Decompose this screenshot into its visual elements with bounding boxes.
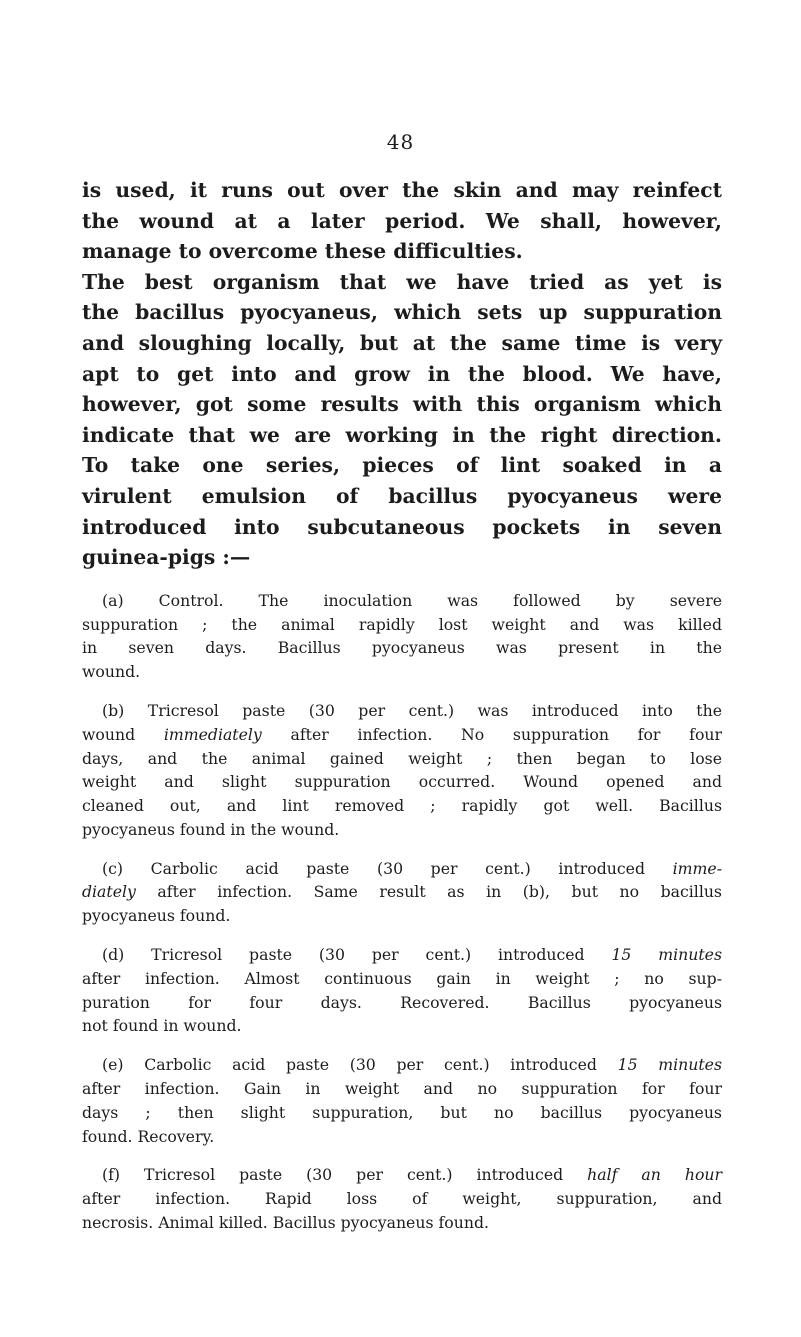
- italic-text: imme-: [672, 858, 722, 878]
- text-line: after infection. Gain in weight and no suppuration for four: [82, 1079, 722, 1099]
- text-segment: wound: [82, 724, 164, 744]
- body-text: [82, 175, 722, 1235]
- case-a: [82, 589, 722, 684]
- text-line: wound.: [82, 662, 141, 682]
- text-segment: after infection. No suppuration for four: [261, 724, 723, 744]
- case-f: [82, 1163, 722, 1234]
- text-line: pyocyaneus found in the wound.: [82, 819, 340, 839]
- text-segment: (f) Tricresol paste (30 per cent.) introduced: [102, 1165, 588, 1185]
- text-line: cleaned out, and lint removed ; rapidly got well. Bacillus: [82, 796, 722, 816]
- text-line: suppuration ; the animal rapidly lost weight and was killed: [82, 614, 722, 634]
- text-line: after infection. Almost continuous gain in weight ; no sup-: [82, 968, 722, 988]
- italic-text: 15 minutes: [611, 945, 723, 965]
- text-line: found. Recovery.: [82, 1126, 215, 1146]
- italic-text: immediately: [163, 724, 262, 744]
- text-line: (a) Control. The inoculation was followed by severe: [102, 590, 722, 610]
- text-line: guinea-pigs :—: [82, 545, 251, 570]
- italic-text: half an hour: [587, 1165, 722, 1185]
- text-line: is used, it runs out over the skin and may reinfect: [82, 178, 722, 202]
- text-line: apt to get into and grow in the blood. We have,: [82, 361, 722, 386]
- text-line: days, and the animal gained weight ; then began to lose: [82, 748, 722, 768]
- text-line: (b) Tricresol paste (30 per cent.) was introduced into the: [102, 700, 722, 720]
- text-line: virulent emulsion of bacillus pyocyaneus were: [82, 483, 722, 508]
- text-line: puration for four days. Recovered. Bacillus pyocyaneus: [82, 992, 722, 1012]
- text-segment: after infection. Same result as in (b), but no bacillus: [135, 882, 722, 902]
- text-line: necrosis. Animal killed. Bacillus pyocyaneus found.: [82, 1213, 489, 1233]
- text-line: [82, 723, 722, 747]
- text-line: the wound at a later period. We shall, however,: [82, 208, 722, 233]
- text-line: days ; then slight suppuration, but no bacillus pyocyaneus: [82, 1102, 722, 1122]
- text-line: weight and slight suppuration occurred. Wound opened and: [82, 772, 722, 792]
- text-line: manage to overcome these difficulties.: [82, 239, 523, 264]
- italic-text: 15 minutes: [617, 1055, 723, 1075]
- text-line: introduced into subcutaneous pockets in seven: [82, 514, 722, 539]
- text-line: the bacillus pyocyaneus, which sets up suppuration: [82, 300, 722, 325]
- text-line: [82, 943, 722, 967]
- text-line: [82, 1163, 722, 1187]
- text-line: [82, 857, 722, 881]
- text-line: [82, 880, 722, 904]
- text-line: [82, 1053, 722, 1077]
- case-b: [82, 699, 722, 842]
- page-number: 48: [386, 130, 415, 154]
- intro-paragraph: [82, 175, 722, 573]
- text-segment: (d) Tricresol paste (30 per cent.) introduced: [102, 945, 612, 965]
- text-line: in seven days. Bacillus pyocyaneus was present in the: [82, 638, 722, 658]
- case-e: [82, 1053, 722, 1148]
- text-line: indicate that we are working in the right direction.: [82, 422, 722, 447]
- text-line: pyocyaneus found.: [82, 906, 231, 926]
- text-line: and sloughing locally, but at the same time is very: [82, 330, 722, 355]
- text-line: The best organism that we have tried as yet is: [82, 269, 722, 294]
- italic-text: diately: [82, 882, 136, 902]
- text-line: after infection. Rapid loss of weight, suppuration, and: [82, 1189, 722, 1209]
- text-segment: (e) Carbolic acid paste (30 per cent.) introduced: [102, 1055, 618, 1075]
- text-line: however, got some results with this organism which: [82, 392, 722, 417]
- case-c: [82, 857, 722, 928]
- case-d: [82, 943, 722, 1038]
- text-line: To take one series, pieces of lint soaked in a: [82, 453, 722, 478]
- text-segment: (c) Carbolic acid paste (30 per cent.) introduced: [102, 858, 673, 878]
- text-line: not found in wound.: [82, 1016, 242, 1036]
